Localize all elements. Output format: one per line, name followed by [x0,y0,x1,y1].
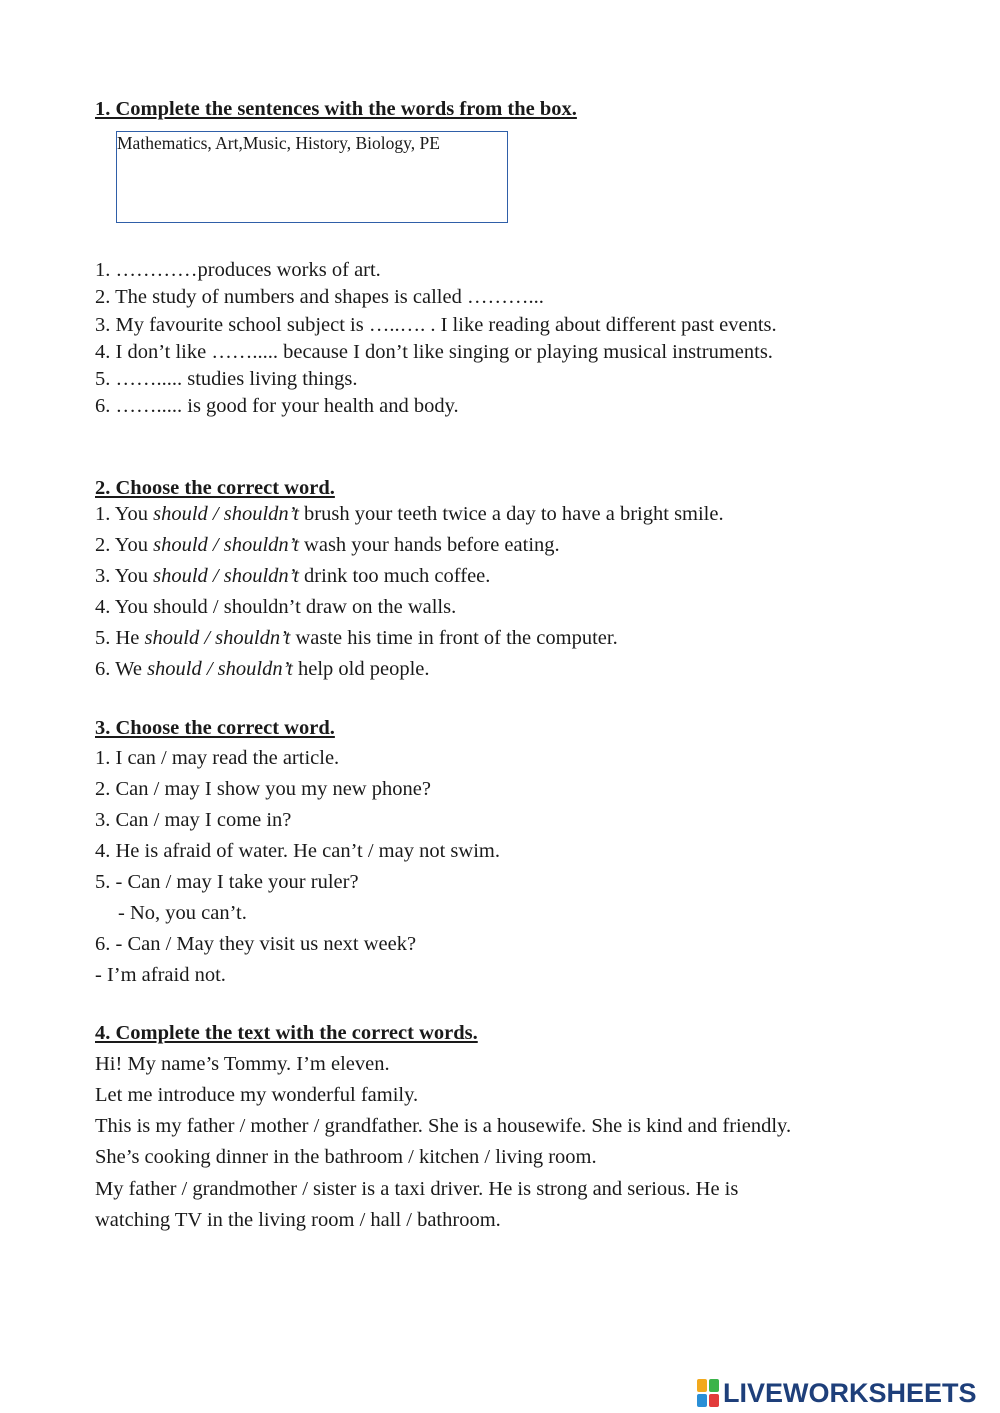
section3-item: - No, you can’t. [118,902,247,924]
item-text: 4. You should / shouldn’t draw on the walls. [95,596,457,618]
choice-text[interactable]: should / shouldn’t [153,503,305,525]
item-suffix: waste his time in front of the computer. [290,627,618,649]
item-suffix: help old people. [297,658,430,680]
item-prefix: 1. You [95,503,154,525]
section4-line: She’s cooking dinner in the bathroom / kitchen / living room. [95,1146,597,1168]
section3-item: - I’m afraid not. [95,964,226,986]
logo-tile [697,1379,707,1392]
section2-item [95,566,490,587]
section1-item: 5. ……..... studies living things. [95,368,358,390]
section1-item: 4. I don’t like ……..... because I don’t like singing or playing musical instruments. [95,341,773,363]
section3-item: 1. I can / may read the article. [95,747,340,769]
choice-text[interactable]: should / shouldn’t [153,534,299,556]
item-prefix: 5. He [95,627,145,649]
word-box-text: Mathematics, Art,Music, History, Biology, PE [117,133,440,153]
section3-heading: 3. Choose the correct word. [95,717,335,739]
section4-heading: 4. Complete the text with the correct words. [95,1022,478,1044]
liveworksheets-logo-icon [697,1379,719,1407]
logo-tile [697,1394,707,1407]
section3-item: 3. Can / may I come in? [95,809,292,831]
section4-line: Let me introduce my wonderful family. [95,1084,419,1106]
item-suffix: wash your hands before eating. [298,534,560,556]
section3-item: 2. Can / may I show you my new phone? [95,778,431,800]
choice-text[interactable]: should / shouldn’t [147,658,298,680]
item-suffix: drink too much coffee. [298,565,491,587]
section1-item: 6. ……..... is good for your health and body. [95,395,459,417]
section4-line: Hi! My name’s Tommy. I’m eleven. [95,1053,390,1075]
section1-item: 2. The study of numbers and shapes is called ………... [95,286,544,308]
section3-item: 4. He is afraid of water. He can’t / may not swim. [95,840,500,862]
section2-item [95,659,430,680]
section4-line: This is my father / mother / grandfather. She is a housewife. She is kind and friendly. [95,1115,792,1137]
section4-line: watching TV in the living room / hall / bathroom. [95,1209,501,1231]
item-prefix: 3. You [95,565,154,587]
section1-heading: 1. Complete the sentences with the words from the box. [95,98,577,120]
word-box [116,131,508,223]
item-prefix: 6. We [95,658,148,680]
brand-name: LIVEWORKSHEETS [723,1377,977,1408]
section1-item: 3. My favourite school subject is …..…. . I like reading about different past events. [95,314,777,336]
logo-tile [709,1379,719,1392]
section4-line: My father / grandmother / sister is a taxi driver. He is strong and serious. He is [95,1178,739,1200]
section2-item [95,504,724,525]
section2-item [95,597,456,618]
choice-text[interactable]: should / shouldn’t [144,627,291,649]
logo-tile [709,1394,719,1407]
section3-item: 6. - Can / May they visit us next week? [95,933,417,955]
section2-item [95,535,560,556]
section2-heading: 2. Choose the correct word. [95,477,335,499]
choice-text[interactable]: should / shouldn’t [153,565,299,587]
section2-item [95,628,618,649]
section1-item: 1. …………produces works of art. [95,259,381,281]
item-suffix: brush your teeth twice a day to have a bright smile. [304,503,724,525]
section3-item: 5. - Can / may I take your ruler? [95,871,359,893]
liveworksheets-brand[interactable] [697,1377,977,1409]
item-prefix: 2. You [95,534,154,556]
